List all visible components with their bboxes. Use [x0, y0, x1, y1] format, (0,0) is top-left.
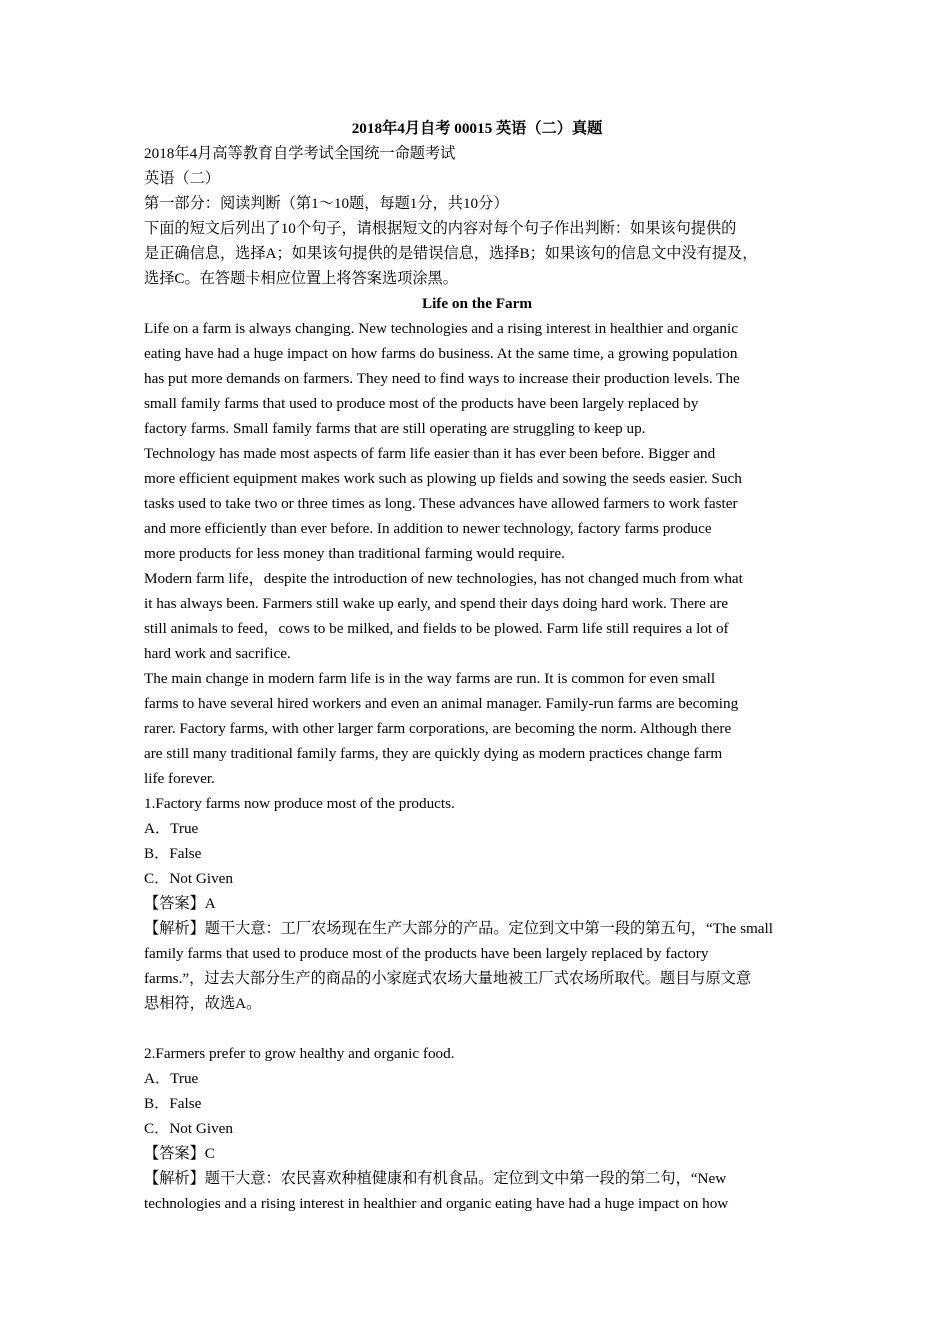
- passage-line: tasks used to take two or three times as long. These advances have allowed farmers to work faster: [144, 495, 738, 512]
- passage: [144, 316, 810, 791]
- passage-line: more products for less money than traditional farming would require.: [144, 545, 565, 562]
- option-b: B．False: [144, 845, 202, 862]
- question-stem: 1.Factory farms now produce most of the products.: [144, 795, 455, 812]
- option-a: A．True: [144, 1070, 199, 1087]
- answer: 【答案】C: [144, 1145, 215, 1162]
- passage-line: it has always been. Farmers still wake up early, and spend their days doing hard work. There are: [144, 595, 729, 612]
- passage-title: Life on the Farm: [421, 295, 533, 312]
- analysis-line: 【解析】题干大意：农民喜欢种植健康和有机食品。定位到文中第一段的第二句，“New: [144, 1170, 727, 1187]
- answer: 【答案】A: [144, 895, 216, 912]
- passage-line: has put more demands on farmers. They need to find ways to increase their production levels. The: [144, 370, 740, 387]
- passage-line: small family farms that used to produce most of the products have been largely replaced by: [144, 395, 699, 412]
- analysis-line: 思相符，故选A。: [144, 995, 262, 1012]
- option-a: A．True: [144, 820, 199, 837]
- passage-line: Modern farm life，despite the introduction of new technologies, has not changed much from what: [144, 570, 743, 587]
- passage-line: more efficient equipment makes work such as plowing up fields and sowing the seeds easier. Such: [144, 470, 742, 487]
- passage-line: farms to have several hired workers and even an animal manager. Family-run farms are becoming: [144, 695, 739, 712]
- section-heading: 第一部分：阅读判断（第1～10题，每题1分，共10分）: [144, 195, 509, 212]
- passage-line: factory farms. Small family farms that are still operating are struggling to keep up.: [144, 420, 646, 437]
- blank-line: [144, 1016, 810, 1041]
- passage-line: are still many traditional family farms, they are quickly dying as modern practices change farm: [144, 745, 723, 762]
- passage-line: rarer. Factory farms, with other larger farm corporations, are becoming the norm. Although there: [144, 720, 732, 737]
- analysis-line: technologies and a rising interest in healthier and organic eating have had a huge impact on how: [144, 1195, 729, 1212]
- passage-line: life forever.: [144, 770, 215, 787]
- question-1: [144, 791, 810, 1016]
- question-stem: 2.Farmers prefer to grow healthy and organic food.: [144, 1045, 455, 1062]
- passage-line: hard work and sacrifice.: [144, 645, 291, 662]
- analysis-line: 【解析】题干大意：工厂农场现在生产大部分的产品。定位到文中第一段的第五句，“The small: [144, 920, 773, 937]
- passage-line: and more efficiently than ever before. In addition to newer technology, factory farms produce: [144, 520, 712, 537]
- document-page: [144, 116, 810, 1216]
- passage-line: Technology has made most aspects of farm life easier than it has ever been before. Bigger and: [144, 445, 716, 462]
- document-title: 2018年4月自考 00015 英语（二）真题: [351, 120, 603, 137]
- instruction-line: 是正确信息，选择A；如果该句提供的是错误信息，选择B；如果该句的信息文中没有提及，: [144, 245, 758, 262]
- passage-line: The main change in modern farm life is in the way farms are run. It is common for even small: [144, 670, 716, 687]
- analysis-line: family farms that used to produce most of the products have been largely replaced by factory: [144, 945, 709, 962]
- option-b: B．False: [144, 1095, 202, 1112]
- instruction-line: 下面的短文后列出了10个句子，请根据短文的内容对每个句子作出判断：如果该句提供的: [144, 220, 737, 237]
- instructions: [144, 216, 810, 291]
- passage-line: eating have had a huge impact on how farms do business. At the same time, a growing population: [144, 345, 738, 362]
- passage-line: Life on a farm is always changing. New technologies and a rising interest in healthier and organic: [144, 320, 738, 337]
- option-c: C．Not Given: [144, 870, 234, 887]
- exam-subject: 英语（二）: [144, 170, 220, 187]
- exam-subtitle: 2018年4月高等教育自学考试全国统一命题考试: [144, 145, 456, 162]
- passage-line: still animals to feed，cows to be milked, and fields to be plowed. Farm life still requires a lot of: [144, 620, 729, 637]
- instruction-line: 选择C。在答题卡相应位置上将答案选项涂黑。: [144, 270, 458, 287]
- option-c: C．Not Given: [144, 1120, 234, 1137]
- analysis-line: farms.”，过去大部分生产的商品的小家庭式农场大量地被工厂式农场所取代。题目与原文意: [144, 970, 752, 987]
- question-2: [144, 1041, 810, 1216]
